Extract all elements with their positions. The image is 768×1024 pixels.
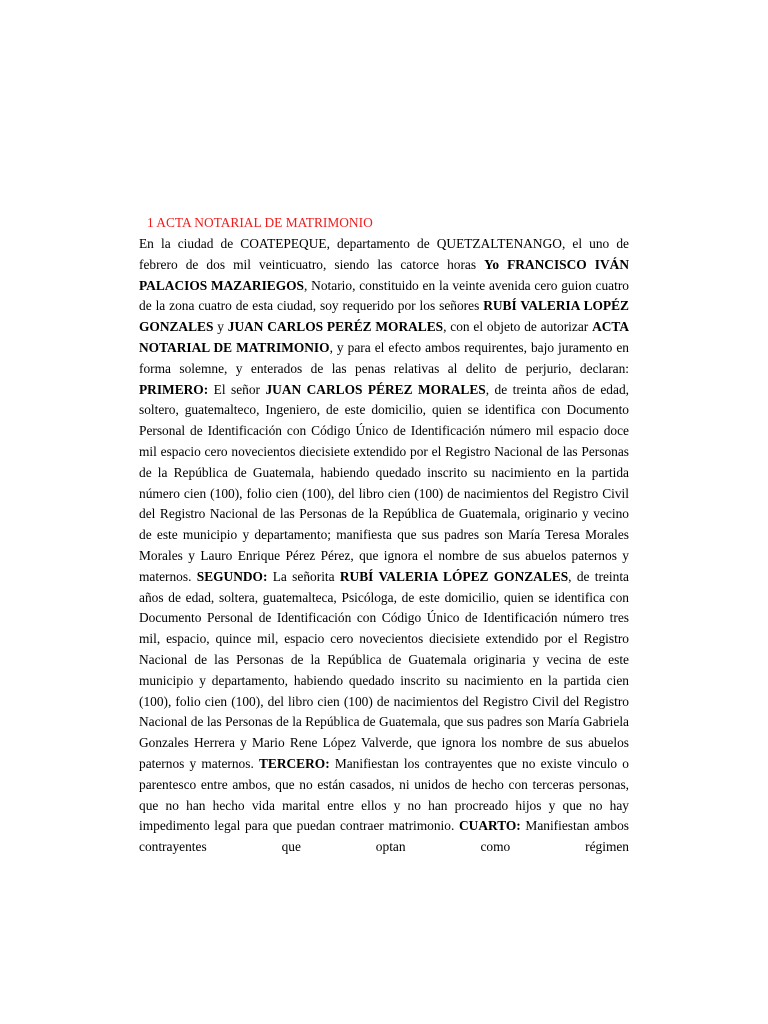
body-text: , de treinta años de edad, soltera, guatemalteca, Psicóloga, de este domicilio, quien se identifica con Documento Personal de Identificación con Código Único de Identificación número tres mil, espacio, quince mil, espacio cero novecientos diecisiete extendido por el Registro Nacional de las Personas de la República de Guatemala originaria y vecina de este municipio y departamento, habiendo quedado inscrito su nacimiento en la partida cien (100), folio cien (100), del libro cien (100) de nacimientos del Registro Civil del Registro Nacional de las Personas de la República de Guatemala, que sus padres son María Gabriela Gonzales Herrera y Mario Rene López Valverde, que ignora los nombre de sus abuelos paternos y maternos. [139,568,629,771]
body-text: , y para el efecto ambos requirentes, bajo juramento en forma solemne, y enterados de las penas relativas al delito de perjurio, declaran: [139,339,629,376]
body-bold-text: ACTA NOTARIAL DE MATRIMONIO [139,319,630,355]
body-bold-text: JUAN CARLOS PÉREZ MORALES [265,381,486,397]
body-text: Manifiestan los contrayentes que no existe vinculo o parentesco entre ambos, que no están casados, ni unidos de hecho con terceras personas, que no han hecho vida marital entre ellos y no han procreado hijos y que no hay impedimento legal para que puedan contraer matrimonio. [139,755,629,834]
body-text: , con el objeto de autorizar [443,319,593,335]
body-text: La señorita [267,568,340,584]
body-bold-text: SEGUNDO: [196,568,268,584]
body-bold-text: RUBÍ VALERIA LOPÉZ GONZALES [139,298,629,335]
body-bold-text: RUBÍ VALERIA LÓPEZ GONZALES [339,568,569,584]
body-text: , Notario, constituido en la veinte avenida cero guion cuatro de la zona cuatro de esta ciudad, soy requerido por los señores [139,277,629,314]
document-heading: 1 ACTA NOTARIAL DE MATRIMONIO [147,215,373,230]
body-text: En la ciudad de COATEPEQUE, departamento de QUETZALTENANGO, el uno de febrero de dos mil veinticuatro, siendo las catorce horas [139,236,629,272]
body-text: y [213,319,228,335]
body-text: El señor [208,381,266,397]
body-text: Manifiestan ambos contrayentes que optan como régimen [139,818,629,855]
body-bold-text: JUAN CARLOS PERÉZ MORALES [227,319,444,335]
body-text: , de treinta años de edad, soltero, guatemalteco, Ingeniero, de este domicilio, quien se identifica con Documento Personal de Identificación con Código Único de Identificación número mil espacio doce mil espacio cero novecientos diecisiete extendido por el Registro Nacional de las Personas de la República de Guatemala, habiendo quedado inscrito su nacimiento en la partida número cien (100), folio cien (100), del libro cien (100) de nacimientos del Registro Civil del Registro Nacional de las Personas de la República de Guatemala, originario y vecino de este municipio y departamento; manifiesta que sus padres son María Teresa Morales Morales y Lauro Enrique Pérez Pérez, que ignora el nombre de sus abuelos paternos y maternos. [139,381,629,584]
body-bold-text: CUARTO: [458,818,521,834]
body-bold-text: Yo FRANCISCO IVÁN PALACIOS MAZARIEGOS [139,256,629,293]
body-bold-text: PRIMERO: [139,381,209,397]
body-bold-text: TERCERO: [258,755,330,771]
document-body [139,234,629,858]
